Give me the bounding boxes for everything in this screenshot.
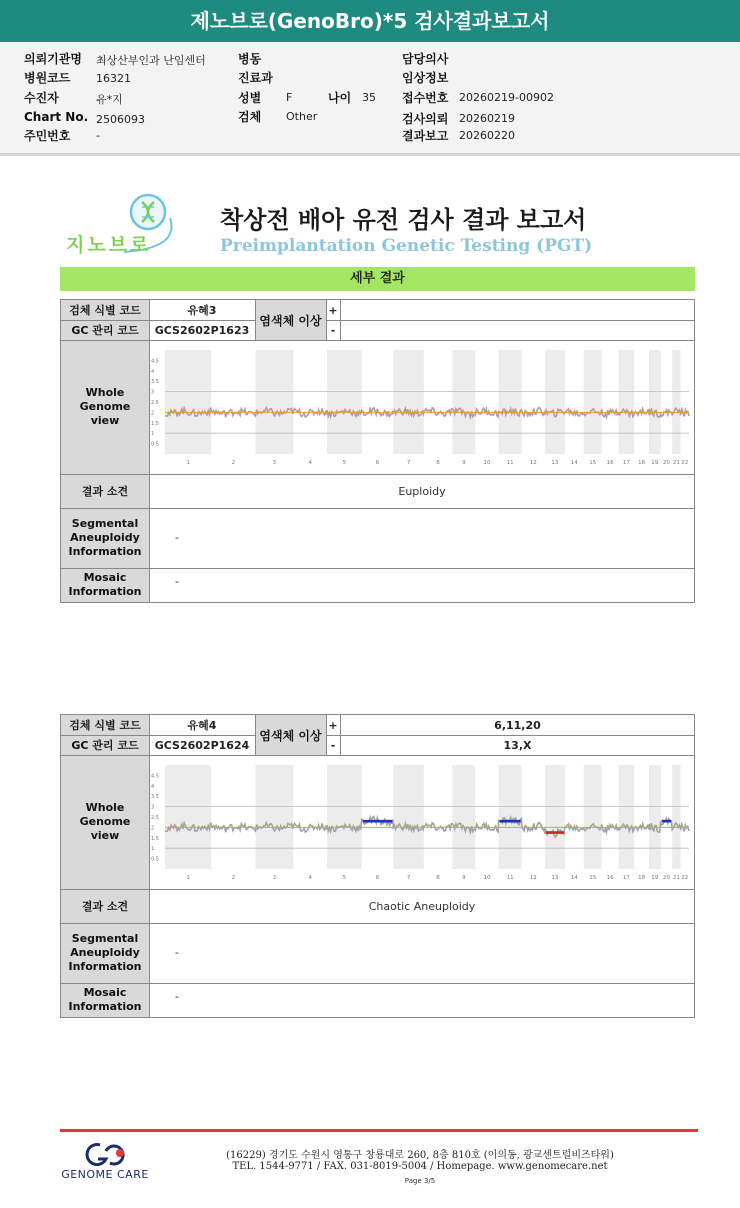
chromosome-tick-label: 19 bbox=[651, 875, 659, 881]
gc-code-value: GCS2602P1623 bbox=[154, 323, 250, 337]
report-title-korean: 착상전 배아 유전 검사 결과 보고서 bbox=[220, 206, 587, 234]
chromosome-band bbox=[672, 765, 680, 869]
grid-line bbox=[61, 923, 695, 924]
gc-code-label: GC 관리 코드 bbox=[61, 735, 149, 755]
segmental-aneuploidy-value: - bbox=[175, 946, 179, 959]
gc-code-label: GC 관리 코드 bbox=[61, 320, 149, 340]
value-request-date: 20260219 bbox=[459, 112, 515, 125]
label-sex: 성별 bbox=[238, 91, 262, 105]
genome-care-wordmark: GENOME CARE bbox=[61, 1168, 149, 1181]
chromosome-tick-label: 14 bbox=[570, 460, 578, 466]
chromosome-tick-label: 6 bbox=[375, 460, 380, 466]
grid-line bbox=[61, 568, 695, 569]
y-tick-label: 4 bbox=[151, 783, 155, 790]
label-ward: 병동 bbox=[238, 52, 262, 66]
sample-id-label: 검체 식별 코드 bbox=[61, 715, 149, 735]
chromosome-band bbox=[499, 350, 522, 454]
chromosome-tick-label: 3 bbox=[272, 460, 277, 466]
chromosome-tick-label: 10 bbox=[483, 875, 491, 881]
sample-id-value: 유혜3 bbox=[187, 304, 217, 317]
mosaic-line-2: Information bbox=[68, 1000, 142, 1013]
chromosome-tick-label: 6 bbox=[375, 875, 380, 881]
chromosome-tick-label: 16 bbox=[606, 875, 614, 881]
chromosome-tick-label: 13 bbox=[551, 460, 559, 466]
mosaic-line-2: Information bbox=[68, 585, 142, 598]
y-tick-label: 1 bbox=[151, 431, 155, 438]
result-finding-value: Euploidy bbox=[398, 484, 446, 498]
chromosome-tick-label: 5 bbox=[342, 460, 347, 466]
chromosome-band bbox=[327, 350, 362, 454]
sample-id-label: 검체 식별 코드 bbox=[61, 300, 149, 320]
patient-info-panel bbox=[0, 42, 740, 154]
sample-result-table bbox=[60, 714, 695, 1018]
whole-genome-view-label bbox=[61, 340, 149, 474]
grid-line bbox=[61, 320, 255, 321]
chromosome-band bbox=[619, 350, 635, 454]
label-receipt-no: 접수번호 bbox=[402, 91, 449, 105]
loss-chromosomes-value: 13,X bbox=[503, 738, 532, 752]
section-detailed-results: 세부 결과 bbox=[60, 267, 695, 291]
chromosome-band bbox=[649, 765, 661, 869]
grid-line bbox=[61, 755, 695, 756]
y-tick-label: 0.5 bbox=[151, 856, 159, 863]
label-specimen: 검체 bbox=[238, 110, 262, 124]
chromosome-band bbox=[619, 765, 635, 869]
chromosome-tick-label: 12 bbox=[529, 875, 537, 881]
y-tick-label: 2 bbox=[151, 410, 155, 417]
copy-number-trace bbox=[165, 817, 689, 838]
mosaic-info-label bbox=[61, 568, 149, 602]
wgv-line-2: Genome bbox=[79, 815, 131, 828]
chromosome-tick-label: 22 bbox=[681, 460, 689, 466]
chromosome-tick-label: 14 bbox=[570, 875, 578, 881]
chromosome-band bbox=[393, 350, 424, 454]
grid-line bbox=[61, 508, 695, 509]
chromosome-tick-label: 2 bbox=[231, 875, 236, 881]
value-report-date: 20260220 bbox=[459, 129, 515, 142]
chromosome-band bbox=[649, 350, 661, 454]
chromosome-tick-label: 7 bbox=[406, 875, 411, 881]
footer-divider bbox=[60, 1129, 698, 1132]
chromosome-tick-label: 8 bbox=[436, 875, 440, 881]
genobro-logo-text: 지노브로 bbox=[66, 234, 152, 256]
label-chart-no: Chart No. bbox=[24, 110, 89, 124]
value-age: 35 bbox=[362, 91, 376, 104]
chromosome-band bbox=[165, 350, 211, 454]
mosaic-info-value: - bbox=[175, 990, 179, 1003]
seg-line-2: Aneuploidy bbox=[70, 946, 140, 959]
y-tick-label: 3 bbox=[151, 389, 155, 396]
mosaic-info-label bbox=[61, 983, 149, 1017]
chromosome-tick-label: 21 bbox=[672, 460, 680, 466]
result-finding-label: 결과 소견 bbox=[61, 474, 149, 508]
chromosome-tick-label: 20 bbox=[662, 460, 670, 466]
y-tick-label: 1.5 bbox=[151, 835, 159, 842]
value-chart-no: 2506093 bbox=[96, 113, 145, 126]
wgv-line-3: view bbox=[90, 829, 120, 842]
y-tick-label: 2.5 bbox=[151, 815, 159, 821]
wgv-line-2: Genome bbox=[79, 400, 131, 413]
gain-sign: + bbox=[328, 718, 338, 732]
seg-line-1: Segmental bbox=[71, 932, 139, 945]
sample-id-value: 유혜4 bbox=[187, 719, 217, 732]
label-report-date: 결과보고 bbox=[402, 129, 449, 143]
value-receipt-no: 20260219-00902 bbox=[459, 91, 554, 104]
y-tick-label: 4 bbox=[151, 368, 155, 375]
grid-line bbox=[61, 340, 695, 341]
chromosome-band bbox=[672, 350, 680, 454]
grid-line bbox=[61, 983, 695, 984]
loss-sign: - bbox=[330, 323, 336, 337]
label-request-date: 검사의뢰 bbox=[402, 112, 449, 126]
chromosome-tick-label: 9 bbox=[462, 875, 466, 881]
report-title-english: Preimplantation Genetic Testing (PGT) bbox=[220, 236, 593, 256]
segmental-aneuploidy-label bbox=[61, 508, 149, 568]
wgv-line-1: Whole bbox=[85, 801, 125, 814]
chromosome-tick-label: 3 bbox=[272, 875, 277, 881]
footer-address: (16229) 경기도 수원시 영통구 창룡대로 260, 8층 810호 (이의동, 광교센트럴비즈타워) bbox=[226, 1150, 614, 1161]
chromosome-band bbox=[545, 765, 565, 869]
chromosome-tick-label: 11 bbox=[506, 460, 514, 466]
chromosome-tick-label: 17 bbox=[622, 460, 630, 466]
chromosome-tick-label: 16 bbox=[606, 460, 614, 466]
chromosome-tick-label: 10 bbox=[483, 460, 491, 466]
grid-line bbox=[61, 889, 695, 890]
chromosome-band bbox=[584, 765, 602, 869]
label-requesting-institution: 의뢰기관명 bbox=[24, 52, 82, 66]
y-tick-label: 2 bbox=[151, 825, 155, 832]
seg-line-3: Information bbox=[68, 960, 142, 973]
chromosome-tick-label: 12 bbox=[529, 460, 537, 466]
whole-genome-plot bbox=[149, 755, 695, 889]
label-physician: 담당의사 bbox=[402, 52, 449, 66]
seg-line-2: Aneuploidy bbox=[70, 531, 140, 544]
grid-line bbox=[326, 735, 695, 736]
y-tick-label: 3.5 bbox=[151, 379, 159, 386]
result-finding-label: 결과 소견 bbox=[61, 889, 149, 923]
grid-line bbox=[255, 715, 256, 755]
grid-line bbox=[326, 320, 695, 321]
wgv-line-3: view bbox=[90, 414, 120, 427]
chromosome-tick-label: 1 bbox=[186, 875, 190, 881]
chromosome-band bbox=[584, 350, 602, 454]
chromosome-tick-label: 8 bbox=[436, 460, 440, 466]
chromosome-tick-label: 11 bbox=[506, 875, 514, 881]
y-tick-label: 3.5 bbox=[151, 794, 159, 801]
chromosome-tick-label: 4 bbox=[308, 875, 312, 881]
gain-sign: + bbox=[328, 303, 338, 317]
report-header-title: 제노브로(GenoBro)*5 검사결과보고서 bbox=[0, 0, 740, 42]
label-department: 진료과 bbox=[238, 71, 273, 85]
chromosome-band bbox=[255, 765, 293, 869]
chromosome-tick-label: 7 bbox=[406, 460, 411, 466]
gc-code-value: GCS2602P1624 bbox=[154, 738, 250, 752]
y-tick-label: 0.5 bbox=[151, 441, 159, 448]
loss-sign: - bbox=[330, 738, 336, 752]
value-specimen: Other bbox=[286, 110, 318, 123]
chromosome-band bbox=[452, 765, 475, 869]
seg-line-1: Segmental bbox=[71, 517, 139, 530]
chromosome-tick-label: 18 bbox=[638, 460, 646, 466]
y-tick-label: 1 bbox=[151, 846, 155, 853]
label-age: 나이 bbox=[328, 91, 352, 105]
result-finding-value: Chaotic Aneuploidy bbox=[368, 899, 476, 913]
chromosome-tick-label: 18 bbox=[638, 875, 646, 881]
chromosome-tick-label: 15 bbox=[589, 875, 597, 881]
chromosome-tick-label: 15 bbox=[589, 460, 597, 466]
chromosome-band bbox=[452, 350, 475, 454]
whole-genome-plot bbox=[149, 340, 695, 474]
wgv-line-1: Whole bbox=[85, 386, 125, 399]
gain-chromosomes-value: 6,11,20 bbox=[494, 718, 541, 732]
chromosome-abnormality-label: 염색체 이상 bbox=[255, 300, 326, 340]
label-resident-no: 주민번호 bbox=[24, 129, 71, 143]
chromosome-band bbox=[393, 765, 424, 869]
value-hospital-code: 16321 bbox=[96, 72, 131, 85]
y-tick-label: 1.5 bbox=[151, 420, 159, 427]
label-hospital-code: 병원코드 bbox=[24, 71, 71, 85]
chromosome-tick-label: 2 bbox=[231, 460, 236, 466]
value-resident-no: - bbox=[96, 129, 100, 142]
chromosome-tick-label: 20 bbox=[662, 875, 670, 881]
chromosome-tick-label: 1 bbox=[186, 460, 190, 466]
footer-contact: TEL. 1544-9771 / FAX. 031-8019-5004 / Homepage. www.genomecare.net bbox=[232, 1161, 608, 1172]
value-requesting-institution: 최상산부인과 난임센터 bbox=[96, 54, 206, 67]
chromosome-tick-label: 4 bbox=[308, 460, 312, 466]
chromosome-band bbox=[165, 765, 211, 869]
genome-care-logo-icon bbox=[80, 1141, 128, 1169]
mosaic-line-1: Mosaic bbox=[83, 986, 127, 999]
value-sex: F bbox=[286, 91, 293, 104]
chromosome-tick-label: 19 bbox=[651, 460, 659, 466]
chromosome-tick-label: 21 bbox=[672, 875, 680, 881]
page-number: Page 3/5 bbox=[404, 1177, 436, 1185]
grid-line bbox=[61, 735, 255, 736]
chromosome-tick-label: 17 bbox=[622, 875, 630, 881]
loss-chromosomes-value bbox=[340, 320, 695, 340]
grid-line bbox=[255, 300, 256, 340]
y-tick-label: 4.5 bbox=[151, 358, 159, 365]
label-clinical-info: 임상정보 bbox=[402, 71, 449, 85]
mosaic-line-1: Mosaic bbox=[83, 571, 127, 584]
label-patient-name: 수진자 bbox=[24, 91, 59, 105]
mosaic-info-value: - bbox=[175, 575, 179, 588]
value-patient-name: 유*지 bbox=[96, 93, 123, 106]
y-tick-label: 4.5 bbox=[151, 773, 159, 780]
chromosome-band bbox=[255, 350, 293, 454]
chromosome-abnormality-label: 염색체 이상 bbox=[255, 715, 326, 755]
chromosome-tick-label: 13 bbox=[551, 875, 559, 881]
segmental-aneuploidy-label bbox=[61, 923, 149, 983]
sample-result-table bbox=[60, 299, 695, 603]
chromosome-tick-label: 22 bbox=[681, 875, 689, 881]
y-tick-label: 2.5 bbox=[151, 400, 159, 406]
chromosome-tick-label: 9 bbox=[462, 460, 466, 466]
chromosome-band bbox=[327, 765, 362, 869]
grid-line bbox=[149, 300, 150, 602]
gain-chromosomes-value bbox=[340, 300, 695, 320]
header-divider bbox=[0, 154, 740, 156]
chromosome-band bbox=[545, 350, 565, 454]
segmental-aneuploidy-value: - bbox=[175, 531, 179, 544]
whole-genome-view-label bbox=[61, 755, 149, 889]
seg-line-3: Information bbox=[68, 545, 142, 558]
grid-line bbox=[149, 715, 150, 1017]
grid-line bbox=[61, 474, 695, 475]
y-tick-label: 3 bbox=[151, 804, 155, 811]
chromosome-tick-label: 5 bbox=[342, 875, 347, 881]
